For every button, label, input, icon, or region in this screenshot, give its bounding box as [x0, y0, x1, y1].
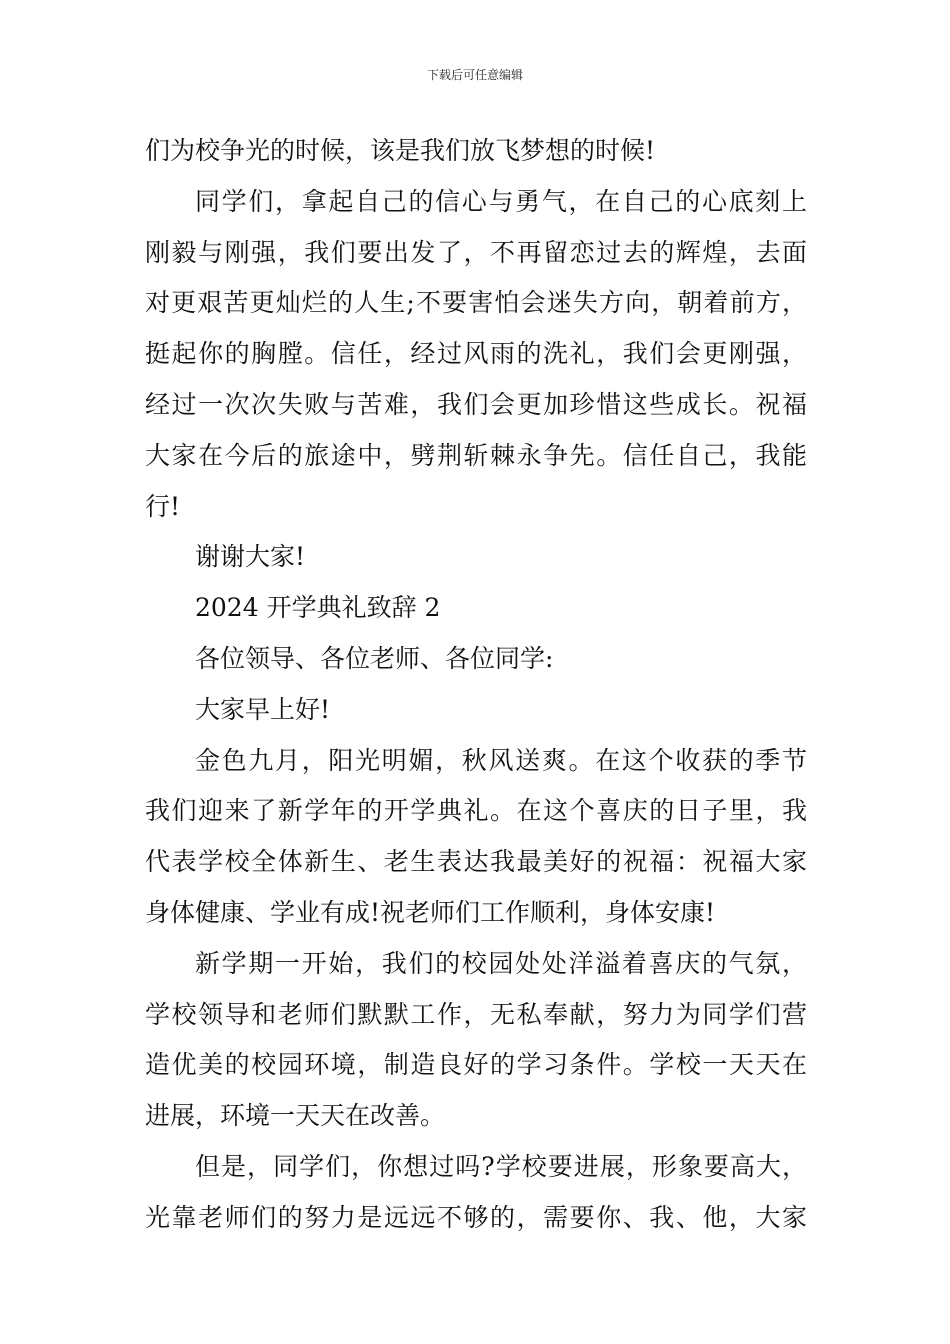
- text-line: 新学期一开始，我们的校园处处洋溢着喜庆的气氛，: [195, 948, 807, 978]
- text-line: 挺起你的胸膛。信任，经过风雨的洗礼，我们会更刚强，: [145, 339, 807, 369]
- text-line: 同学们，拿起自己的信心与勇气，在自己的心底刻上: [195, 186, 807, 216]
- document-body: [145, 126, 807, 1244]
- text-line: 刚毅与刚强，我们要出发了，不再留恋过去的辉煌，去面: [145, 237, 807, 267]
- text-line: 经过一次次失败与苦难，我们会更加珍惜这些成长。祝福: [145, 389, 807, 419]
- text-line: 大家在今后的旅途中，劈荆斩棘永争先。信任自己，我能: [145, 440, 807, 470]
- text-line: 我们迎来了新学年的开学典礼。在这个喜庆的日子里，我: [145, 796, 807, 826]
- text-line: 代表学校全体新生、老生表达我最美好的祝福：祝福大家: [145, 847, 807, 877]
- text-line: 身体健康、学业有成!祝老师们工作顺利，身体安康!: [145, 897, 716, 927]
- text-line: 进展，环境一天天在改善。: [145, 1101, 446, 1131]
- section-title: 2024 开学典礼致辞 2: [195, 593, 441, 623]
- text-line: 大家早上好!: [195, 694, 331, 724]
- text-line: 但是，同学们，你想过吗?学校要进展，形象要高大，: [195, 1151, 807, 1181]
- text-line: 谢谢大家!: [195, 542, 306, 572]
- text-line: 各位领导、各位老师、各位同学:: [195, 643, 554, 673]
- text-line: 光靠老师们的努力是远远不够的，需要你、我、他，大家: [145, 1202, 807, 1232]
- text-line: 们为校争光的时候，该是我们放飞梦想的时候!: [145, 136, 656, 165]
- text-line: 金色九月，阳光明媚，秋风送爽。在这个收获的季节: [195, 745, 807, 775]
- text-line: 造优美的校园环境，制造良好的学习条件。学校一天天在: [145, 1050, 807, 1080]
- text-line: 行!: [145, 491, 181, 521]
- page-header: 下载后可任意编辑: [426, 68, 523, 82]
- text-line: 学校领导和老师们默默工作，无私奉献，努力为同学们营: [145, 999, 807, 1029]
- text-line: 对更艰苦更灿烂的人生;不要害怕会迷失方向，朝着前方，: [145, 288, 807, 318]
